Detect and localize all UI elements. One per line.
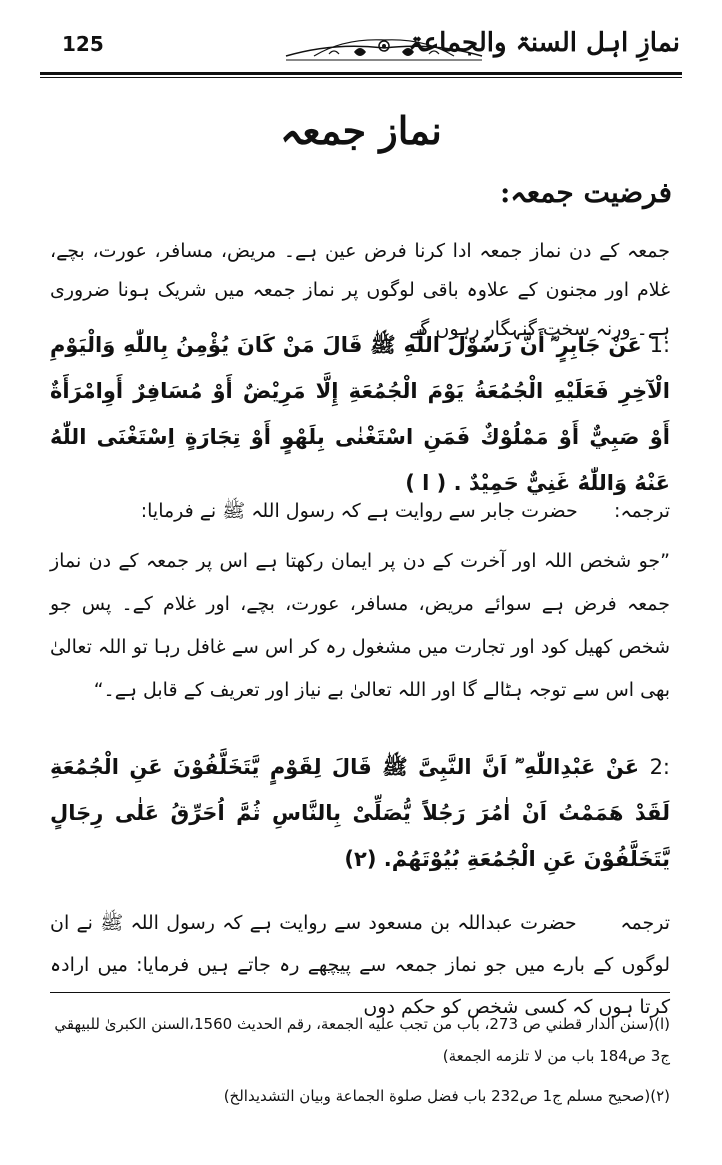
footnote-2: (٢)(صحيح مسلم ج1 ص232 باب فضل صلوة الجماعة وبيان التشديدالخ): [223, 1087, 670, 1105]
hadith-1-translation-intro-line: [50, 492, 670, 531]
chapter-title: نماز جمعہ: [280, 108, 442, 153]
page-header: [40, 28, 682, 70]
footnote-1: (ا)(سنن الدار قطني ص 273، باب من تجب عليه الجمعة، رقم الحديث 1560،السنن الكبرىٰ للبيهقي ج3 ص184 باب من لا تلزمه الجمعة): [54, 1015, 670, 1065]
hadith-2-translation-end: رہ جاتے ہیں فرمایا: میں ارادہ کرتا ہوں کہ کسی شخص کو حکم دوں: [50, 954, 670, 1018]
hadith-1-translation-intro: حضرت جابر سے روایت ہے کہ رسول اللہ ﷺ نے فرمایا:: [140, 500, 578, 522]
hadith-1-text: عَنْ جَابِرٍ ؓ أَنَّ رَسُوْلَ اللّٰهِ ﷺ قَالَ مَنْ كَانَ يُؤْمِنُ بِاللّٰهِ وَالْيَوْمِ الْآخِرِ فَعَلَيْهِ الْجُمُعَةُ يَوْمَ الْجُمُعَةِ إِلَّا مَرِيْضٌ أَوْ مُسَافِرٌ أَوِامْرَأَةٌ أَوْ صَبِيٌّ أَوْ مَمْلُوْكٌ فَمَنِ اسْتَغْنٰى بِلَهْوٍ أَوْ تِجَارَةٍ اِسْتَغْنَى اللّٰهُ عَنْهُ وَاللّٰهُ غَنِيٌّ حَمِيْدٌ . ( ا ): [50, 333, 670, 495]
translation-label: ترجمہ:: [613, 500, 670, 522]
hadith-2-translation-underlined: پیچھے: [307, 954, 351, 976]
hadith-1-number: 1:: [649, 333, 671, 357]
section-heading: فرضیت جمعہ:: [499, 176, 672, 209]
page-number: 125: [62, 32, 104, 56]
hadith-2-text: عَنْ عَبْدِاللّٰهِ ؓ اَنَّ النَّبِىَّ ﷺ قَالَ لِقَوْمٍ يَّتَخَلَّفُوْنَ عَنِ الْجُمُعَةِ لَقَدْ هَمَمْتُ اَنْ اٰمُرَ رَجُلاً يُّصَلِّىْ بِالنَّاسِ ثُمَّ اُحَرِّقُ عَلٰى رِجَالٍ يَّتَخَلَّفُوْنَ عَنِ الْجُمُعَةِ بُيُوْتَهُمْ. (٢): [50, 755, 670, 871]
intro-paragraph: جمعہ کے دن نماز جمعہ ادا کرنا فرض عین ہے۔ مریض، مسافر، عورت، بچے، غلام اور مجنون کے علاوہ باقی لوگوں پر نماز جمعہ میں شریک ہونا ضروری ہے۔ ورنہ سخت گنہگار رہوں گے: [50, 240, 670, 340]
hadith-1-arabic: [50, 322, 670, 506]
footnotes: [50, 1008, 670, 1120]
hadith-2-arabic: [50, 744, 670, 882]
translation-label-2: ترجمہ: [620, 912, 670, 934]
header-rule: [40, 72, 682, 75]
hadith-1-translation: ”جو شخص اللہ اور آخرت کے دن پر ایمان رکھتا ہے اس پر جمعہ کے دن نماز جمعہ فرض ہے سوائے مریض، مسافر، عورت، بچے، اور غلام کے۔ پس جو شخص کھیل کود اور تجارت میں مشغول رہ کر اس سے غافل رہا تو اللہ تعالیٰ بھی اس سے توجہ ہٹالے گا اور اللہ تعالیٰ بے نیاز اور تعریف کے قابل ہے۔“: [50, 550, 670, 701]
hadith-2-translation-main: حضرت عبداللہ بن مسعود سے روایت ہے کہ رسول اللہ ﷺ نے ان لوگوں کے بارے میں جو نماز جمعہ سے: [50, 912, 670, 976]
header-rule-thin: [40, 77, 682, 78]
footnote-rule: [50, 992, 670, 993]
hadith-2-number: 2:: [649, 755, 670, 779]
running-title: نمازِ اہل السنۃ والجماعۃ: [408, 28, 680, 58]
